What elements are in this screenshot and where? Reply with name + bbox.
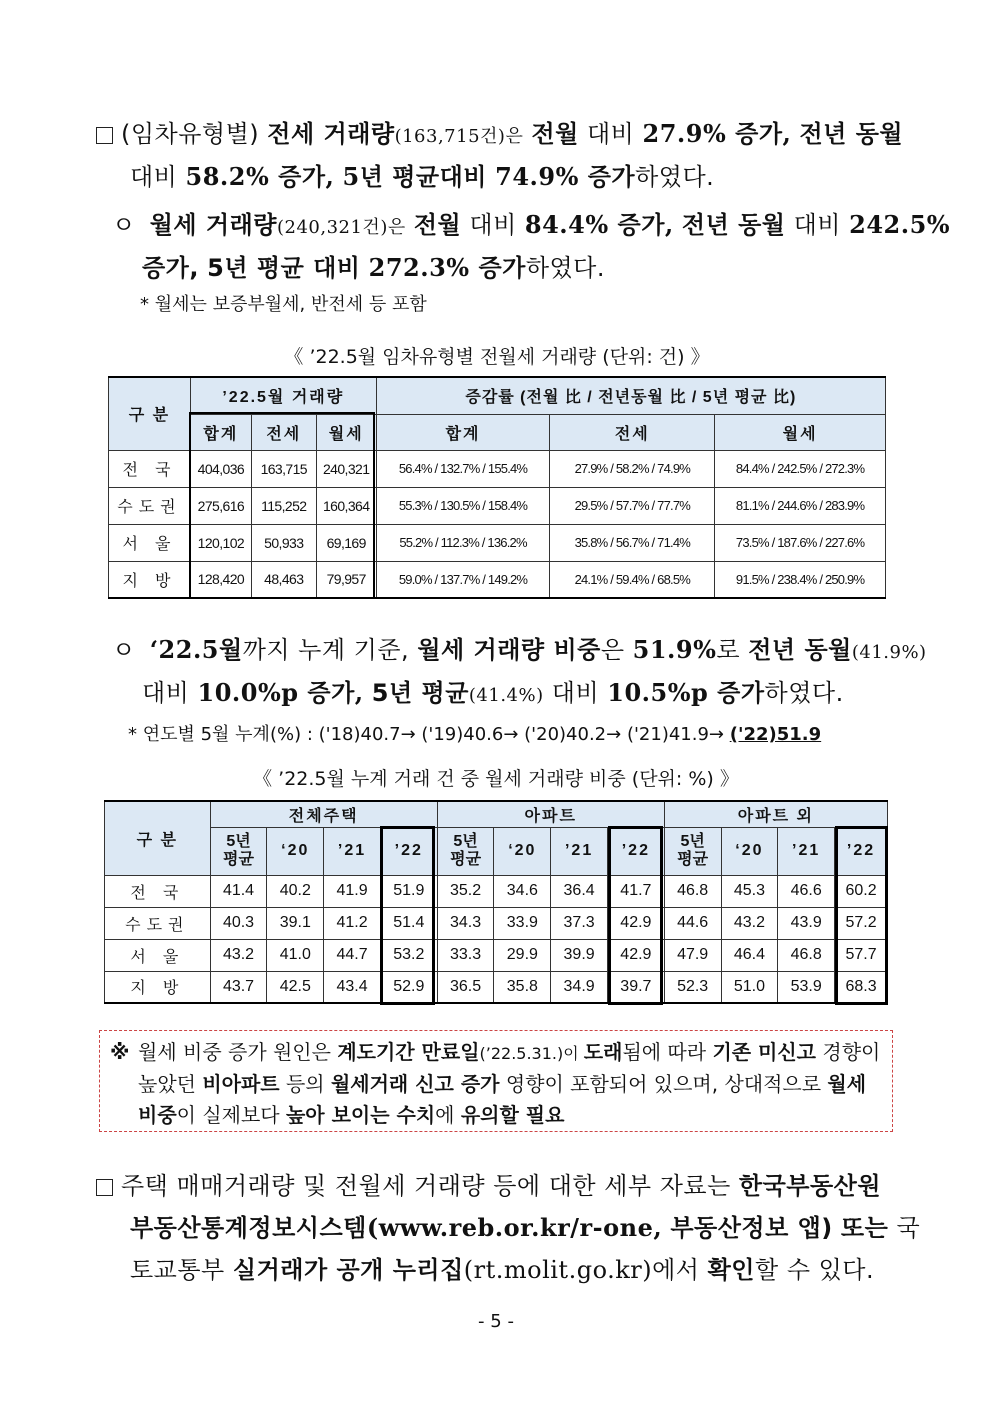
table1-sub-rate-jeonse: 전세 xyxy=(550,414,715,450)
reference-mark-icon: ※ xyxy=(110,1040,130,1064)
checkbox-bullet-icon xyxy=(96,127,113,144)
table2-header-gubun: 구 분 xyxy=(105,801,211,875)
table2-sub-21: ’21 xyxy=(778,827,835,875)
table2-header-all-housing: 전체주택 xyxy=(210,801,437,827)
note-wolse-scope: * 월세는 보증부월세, 반전세 등 포함 xyxy=(140,294,427,315)
paragraph-jeonse: (임차유형별) 전세 거래량(163,715건)은 전월 대비 27.9% 증가, 전년 동월 대비 58.2% 증가, 5년 평균대비 74.9% 증가하였다. xyxy=(96,114,906,197)
table2-sub-5yr: 5년 평균 xyxy=(210,827,267,875)
table2-sub-20: ‘20 xyxy=(494,827,551,875)
page-number: - 5 - xyxy=(478,1311,514,1332)
highlight-22-apartment xyxy=(608,826,663,1005)
table1-header-volume: ’22.5월 거래량 xyxy=(190,377,376,414)
volume-highlight-box xyxy=(189,412,375,599)
table2-sub-22: ’22 xyxy=(607,827,664,875)
table1-sub-jeonse: 전세 xyxy=(251,414,316,450)
table2-sub-22: ’22 xyxy=(835,827,888,875)
paragraph-wolse-share: ㅇ ‘22.5월까지 누계 기준, 월세 거래량 비중은 51.9%로 전년 동월(41.9%) 대비 10.0%p 증가, 5년 평균(41.4%) 대비 10.5%p 증가하였다. xyxy=(112,635,927,707)
table-row: 지 방 128,420 48,463 79,957 59.0% / 137.7% / 149.2% 24.1% / 59.4% / 68.5% 91.5% / 238.4% / 250.9% xyxy=(109,561,886,598)
table2-sub-20: ‘20 xyxy=(267,827,324,875)
table-row: 지 방 43.7 42.5 43.4 52.9 36.5 35.8 34.9 39.7 52.3 51.0 53.9 68.3 xyxy=(105,971,888,1003)
paragraph-wolse: ㅇ 월세 거래량(240,321건)은 전월 대비 84.4% 증가, 전년 동월 대비 242.5% 증가, 5년 평균 대비 272.3% 증가하였다. xyxy=(112,210,951,282)
table2-sub-5yr: 5년 평균 xyxy=(437,827,494,875)
checkbox-bullet-icon xyxy=(96,1179,113,1196)
table-row: 서 울 43.2 41.0 44.7 53.2 33.3 29.9 39.9 42.9 47.9 46.4 46.8 57.7 xyxy=(105,939,888,971)
paragraph-data-source: 주택 매매거래량 및 전월세 거래량 등에 대한 세부 자료는 한국부동산원 부동산통계정보시스템(www.reb.or.kr/r-one, 부동산정보 앱) 또는 국 토교통부 실거래가 공개 누리집(rt.molit.go.kr)에서 확인할 수 있다. xyxy=(96,1166,906,1290)
table1-caption: 《 ’22.5월 임차유형별 전월세 거래량 (단위: 건) 》 xyxy=(284,346,710,368)
table2-sub-21: ’21 xyxy=(551,827,608,875)
table1-sub-rate-wolse: 월세 xyxy=(715,414,886,450)
note-yearly-share: * 연도별 5월 누계(%) : ('18)40.7→ ('19)40.6→ ('20)40.2→ ('21)41.9→ ('22)51.9 xyxy=(128,724,822,745)
table1-header-rates: 증감률 (전월 比 / 전년동월 比 / 5년 평균 比) xyxy=(376,377,885,414)
highlight-22-all-housing xyxy=(380,826,435,1005)
table2-caption: 《 ’22.5월 누계 거래 건 중 월세 거래량 비중 (단위: %) 》 xyxy=(253,768,739,790)
wolse-share-table xyxy=(104,800,888,1004)
warning-notice-box: ※ 월세 비중 증가 원인은 계도기간 만료일(’22.5.31.)이 도래됨에 따라 기존 미신고 경향이 높았던 비아파트 등의 월세거래 신고 증가 영향이 포함되어 있으며, 상대적으로 월세 비중이 실제보다 높아 보이는 수치에 유의할 필요 xyxy=(99,1030,893,1132)
table1-sub-total: 합계 xyxy=(190,414,251,450)
table-row: 수도권 275,616 115,252 160,364 55.3% / 130.5% / 158.4% 29.5% / 57.7% / 77.7% 81.1% / 244.6% / 283.9% xyxy=(109,487,886,524)
table1-header-gubun: 구 분 xyxy=(109,377,191,450)
highlight-22-non-apartment xyxy=(835,826,888,1005)
table2-sub-20: ‘20 xyxy=(721,827,778,875)
table2-sub-21: ’21 xyxy=(324,827,381,875)
table-row: 전 국 404,036 163,715 240,321 56.4% / 132.7% / 155.4% 27.9% / 58.2% / 74.9% 84.4% / 242.5% / 272.3% xyxy=(109,450,886,487)
table-row: 전 국 41.4 40.2 41.9 51.9 35.2 34.6 36.4 41.7 46.8 45.3 46.6 60.2 xyxy=(105,875,888,907)
table2-sub-5yr: 5년 평균 xyxy=(664,827,721,875)
table1-sub-wolse: 월세 xyxy=(316,414,376,450)
table-row: 수도권 40.3 39.1 41.2 51.4 34.3 33.9 37.3 42.9 44.6 43.2 43.9 57.2 xyxy=(105,907,888,939)
table2-header-apartment: 아파트 xyxy=(437,801,664,827)
table2-header-non-apartment: 아파트 외 xyxy=(664,801,887,827)
table-row: 서 울 120,102 50,933 69,169 55.2% / 112.3% / 136.2% 35.8% / 56.7% / 71.4% 73.5% / 187.6% / 227.6% xyxy=(109,524,886,561)
table2-sub-22: ’22 xyxy=(380,827,437,875)
table1-sub-rate-total: 합계 xyxy=(376,414,550,450)
